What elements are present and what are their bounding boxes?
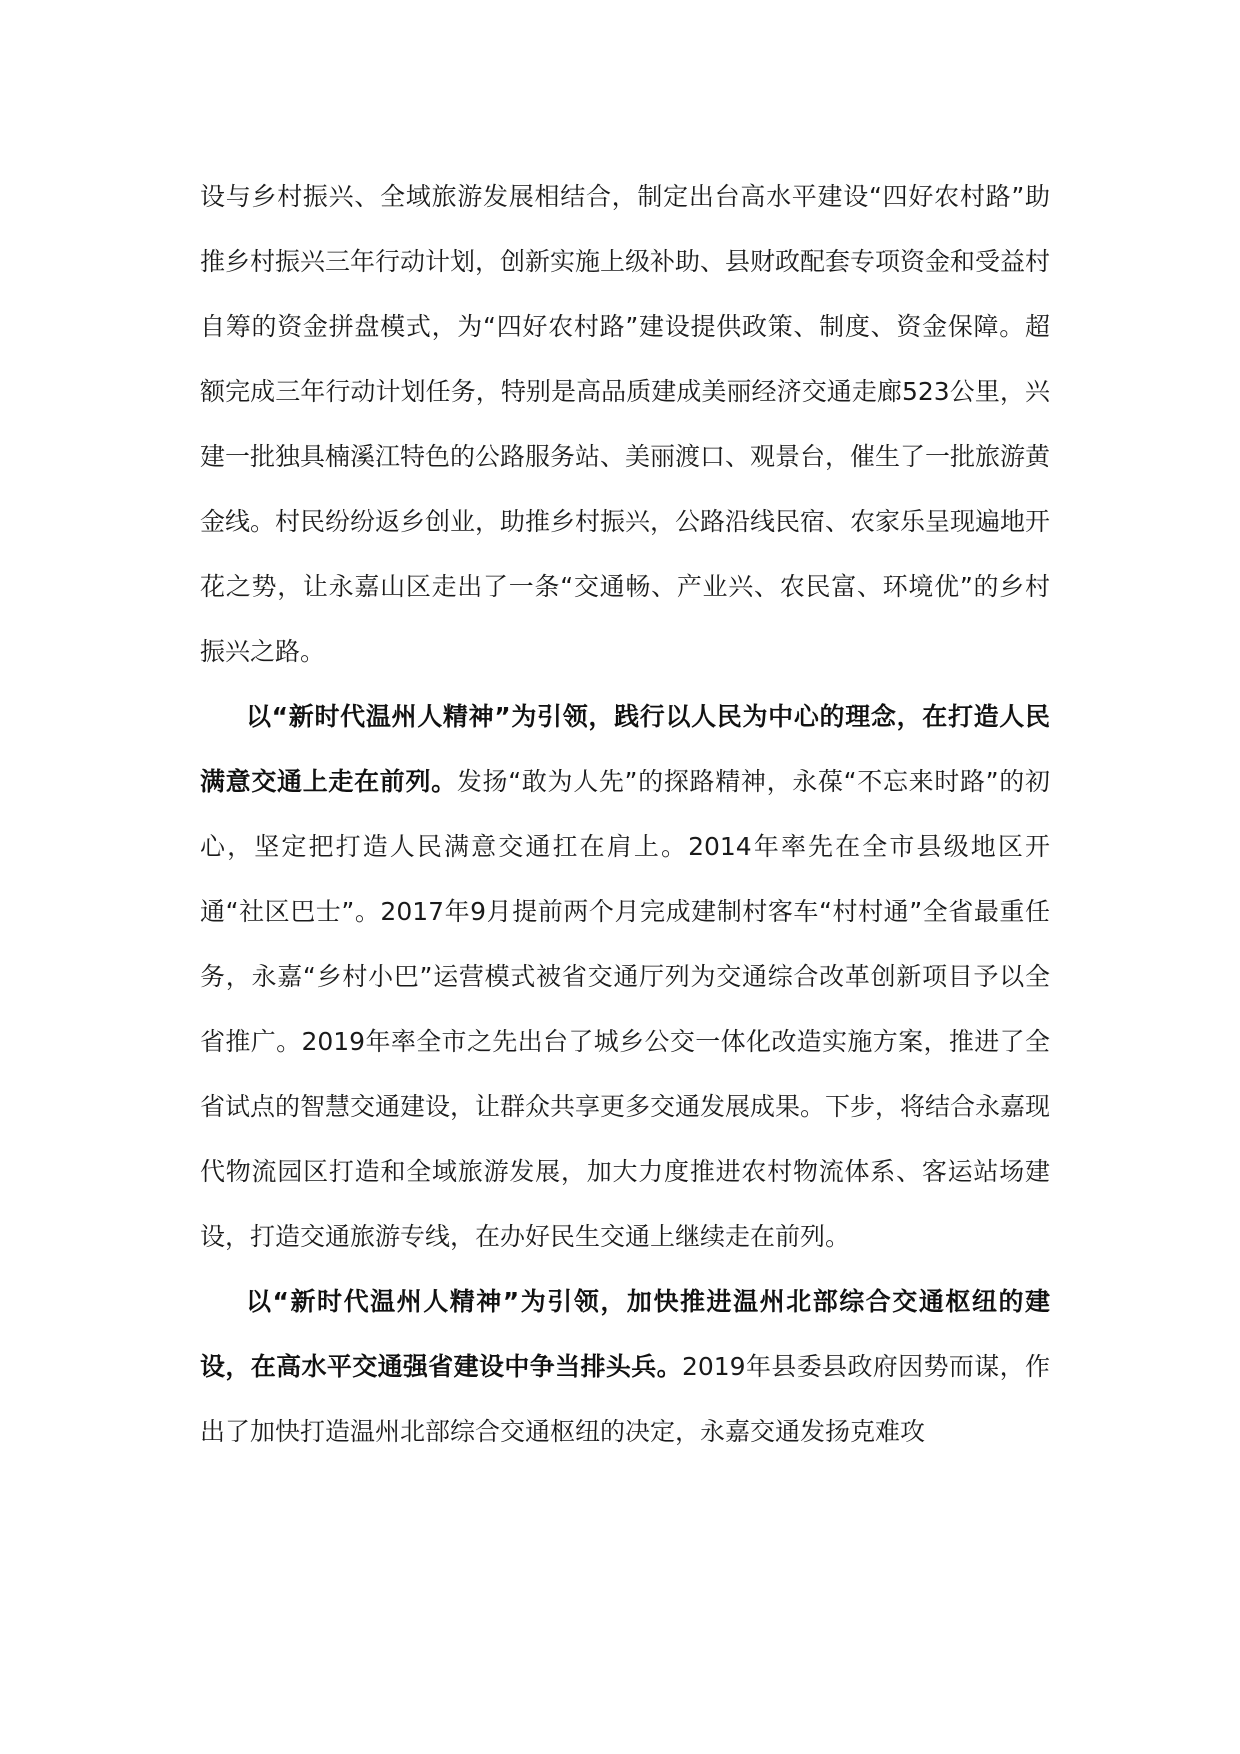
document-body	[200, 164, 1050, 1464]
paragraph-1-text: 设与乡村振兴、全域旅游发展相结合，制定出台高水平建设“四好农村路”助推乡村振兴三年行动计划，创新实施上级补助、县财政配套专项资金和受益村自筹的资金拼盘模式，为“四好农村路”建设提供政策、制度、资金保障。超额完成三年行动计划任务，特别是高品质建成美丽经济交通走廊523公里，兴建一批独具楠溪江特色的公路服务站、美丽渡口、观景台，催生了一批旅游黄金线。村民纷纷返乡创业，助推乡村振兴，公路沿线民宿、农家乐呈现遍地开花之势，让永嘉山区走出了一条“交通畅、产业兴、农民富、环境优”的乡村振兴之路。	[200, 182, 1051, 666]
paragraph-2-text: 发扬“敢为人先”的探路精神，永葆“不忘来时路”的初心，坚定把打造人民满意交通扛在肩上。2014年率先在全市县级地区开通“社区巴士”。2017年9月提前两个月完成建制村客车“村村通”全省最重任务，永嘉“乡村小巴”运营模式被省交通厅列为交通综合改革创新项目予以全省推广。2019年率全市之先出台了城乡公交一体化改造实施方案，推进了全省试点的智慧交通建设，让群众共享更多交通发展成果。下步，将结合永嘉现代物流园区打造和全域旅游发展，加大力度推进农村物流体系、客运站场建设，打造交通旅游专线，在办好民生交通上继续走在前列。	[200, 767, 1051, 1251]
paragraph-3-lead: 以“新时代温州人精神”为引领，加快推进温州北部综合交通枢纽的建设，在高水平交通强省建设中争当排头兵。	[200, 1287, 1050, 1381]
paragraph-1	[200, 164, 1050, 684]
paragraph-3	[200, 1269, 1050, 1464]
paragraph-3-text: 2019年县委县政府因势而谋，作出了加快打造温州北部综合交通枢纽的决定，永嘉交通发扬克难攻	[200, 1352, 1050, 1446]
paragraph-2-lead: 以“新时代温州人精神”为引领，践行以人民为中心的理念，在打造人民满意交通上走在前列。	[200, 702, 1050, 796]
paragraph-2	[200, 684, 1050, 1269]
